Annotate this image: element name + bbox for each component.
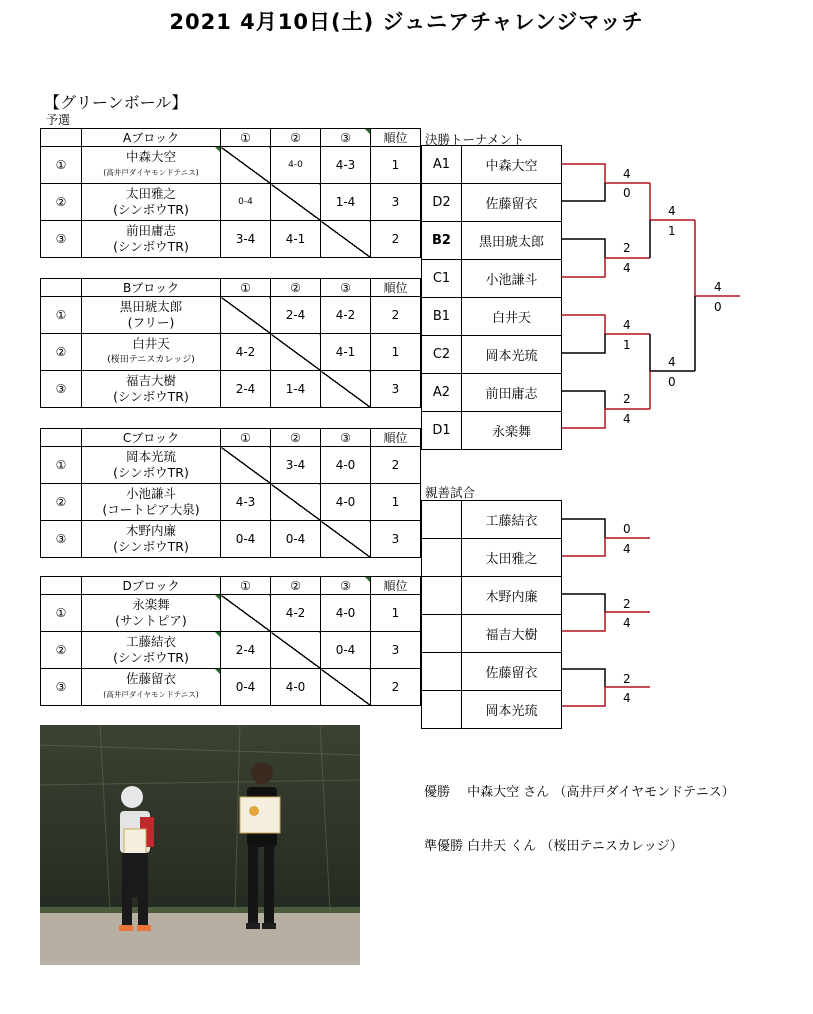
- score: 0: [714, 300, 722, 314]
- row-number: ③: [41, 371, 82, 408]
- final-tournament-label: 決勝トーナメント: [425, 132, 525, 147]
- page-title: 2021 4月10日(土) ジュニアチャレンジマッチ: [169, 10, 644, 34]
- player-club: (フリー): [127, 315, 175, 330]
- table-row: [422, 653, 562, 691]
- score-cell: 3-4: [271, 447, 321, 484]
- player-name: 白井天: [132, 336, 170, 351]
- player-name: 福吉大樹: [125, 373, 176, 388]
- player-club: (桜田テニスカレッジ): [107, 355, 195, 365]
- player-club: (高井戸ダイヤモンドテニス): [103, 690, 199, 699]
- score-cell: 4-0: [271, 147, 321, 184]
- score: 4: [623, 691, 631, 705]
- entry-name: 福吉大樹: [462, 615, 562, 653]
- entry-name: 永楽舞: [462, 412, 562, 450]
- player-name: 前田庸志: [125, 223, 176, 238]
- score-cell: 4-3: [221, 484, 271, 521]
- winner-text: 優勝 中森大空 さん （高井戸ダイヤモンドテニス）: [424, 785, 735, 800]
- col-2-header: ②: [271, 129, 321, 147]
- player-club: (コートピア大泉): [102, 502, 200, 517]
- col-3-header: ③: [321, 279, 371, 297]
- player-name: 佐藤留衣: [125, 671, 176, 686]
- table-row: [422, 501, 562, 539]
- entry-name: 小池謙斗: [462, 260, 562, 298]
- score-cell: 4-0: [271, 669, 321, 706]
- bracket-line: [561, 594, 605, 612]
- entry-name: 白井天: [462, 298, 562, 336]
- row-number: ①: [41, 147, 82, 184]
- player-club: (サントピア): [115, 613, 187, 628]
- score: 0: [623, 186, 631, 200]
- score-cell: 0-4: [271, 521, 321, 558]
- score-cell: 4-1: [271, 221, 321, 258]
- score-cell: 1-4: [271, 371, 321, 408]
- row-number: ②: [41, 334, 82, 371]
- bracket-win-line: [561, 409, 650, 428]
- table-row: [422, 577, 562, 615]
- entry-name: 工藤結衣: [462, 501, 562, 539]
- score: 2: [623, 672, 631, 686]
- score-cell: 0-4: [221, 521, 271, 558]
- table-row: [422, 691, 562, 729]
- score-cell: 3-4: [221, 221, 271, 258]
- score: 0: [623, 522, 631, 536]
- entry-name: 黒田琥太郎: [462, 222, 562, 260]
- friendly-entry-table: [421, 500, 562, 729]
- score: 4: [623, 318, 631, 332]
- entry-name: 中森大空: [462, 146, 562, 184]
- seed-cell: A1: [422, 146, 462, 184]
- rank-header: 順位: [371, 279, 421, 297]
- row-number: ①: [41, 447, 82, 484]
- row-number: ③: [41, 221, 82, 258]
- entry-name: 岡本光琉: [462, 691, 562, 729]
- seed-cell: B2: [422, 222, 462, 260]
- score: 4: [668, 355, 676, 369]
- score: 0: [668, 375, 676, 389]
- score: 1: [668, 224, 676, 238]
- entry-name: 佐藤留衣: [462, 653, 562, 691]
- score-cell: 1-4: [321, 184, 371, 221]
- winners-photo: [40, 725, 360, 965]
- table-row: [422, 615, 562, 653]
- score-cell: 2-4: [271, 297, 321, 334]
- row-number: ②: [41, 632, 82, 669]
- score-cell: 0-4: [321, 632, 371, 669]
- seed-cell: D2: [422, 184, 462, 222]
- score-cell: 4-2: [271, 595, 321, 632]
- col-1-header: ①: [221, 429, 271, 447]
- player-name: 工藤結衣: [125, 634, 176, 649]
- player-club: (シンボウTR): [113, 650, 189, 665]
- bracket-win-line: [561, 315, 650, 334]
- seed-cell: C1: [422, 260, 462, 298]
- rank-cell: 1: [371, 334, 421, 371]
- block-name: Bブロック: [82, 279, 221, 297]
- col-1-header: ①: [221, 129, 271, 147]
- col-2-header: ②: [271, 429, 321, 447]
- score: 4: [623, 542, 631, 556]
- rank-cell: 3: [371, 632, 421, 669]
- seed-cell: C2: [422, 336, 462, 374]
- seed-cell: A2: [422, 374, 462, 412]
- score-cell: 4-1: [321, 334, 371, 371]
- score-cell: 4-0: [321, 595, 371, 632]
- score: 4: [623, 616, 631, 630]
- col-1-header: ①: [221, 279, 271, 297]
- score: 2: [623, 392, 631, 406]
- player-club: (シンボウTR): [113, 465, 189, 480]
- score: 4: [623, 412, 631, 426]
- entry-name: 太田雅之: [462, 539, 562, 577]
- score: 4: [714, 280, 722, 294]
- score-cell: 4-2: [221, 334, 271, 371]
- col-2-header: ②: [271, 279, 321, 297]
- rank-cell: 2: [371, 297, 421, 334]
- player-club: (シンボウTR): [113, 389, 189, 404]
- score: 4: [623, 167, 631, 181]
- player-name: 太田雅之: [125, 186, 176, 201]
- player-club: (高井戸ダイヤモンドテニス): [103, 168, 199, 177]
- score: 2: [623, 241, 631, 255]
- row-number: ③: [41, 669, 82, 706]
- seed-cell: D1: [422, 412, 462, 450]
- entry-name: 岡本光琉: [462, 336, 562, 374]
- bracket-win-line: [561, 258, 650, 277]
- block-name: Aブロック: [82, 129, 221, 147]
- bracket-line: [561, 519, 605, 538]
- player-club: (シンボウTR): [113, 539, 189, 554]
- col-3-header: ③: [321, 429, 371, 447]
- row-number: ①: [41, 297, 82, 334]
- player-name: 永楽舞: [132, 597, 170, 612]
- rank-header: 順位: [371, 129, 421, 147]
- col-1-header: ①: [221, 577, 271, 595]
- rank-cell: 2: [371, 447, 421, 484]
- player-name: 岡本光琉: [125, 449, 176, 464]
- rank-cell: 3: [371, 521, 421, 558]
- score: 1: [623, 338, 631, 352]
- row-number: ②: [41, 184, 82, 221]
- entry-name: 佐藤留衣: [462, 184, 562, 222]
- col-3-header: ③: [321, 577, 371, 595]
- score-cell: 0-4: [221, 184, 271, 221]
- score-cell: 2-4: [221, 632, 271, 669]
- row-number: ②: [41, 484, 82, 521]
- entry-name: 前田庸志: [462, 374, 562, 412]
- block-name: Cブロック: [82, 429, 221, 447]
- player-name: 中森大空: [125, 149, 176, 164]
- score: 4: [623, 261, 631, 275]
- bracket-line: [561, 391, 605, 409]
- bracket-line: [561, 183, 605, 201]
- row-number: ①: [41, 595, 82, 632]
- bracket-line: [561, 669, 605, 687]
- bracket-win-line: [561, 164, 650, 183]
- bracket-line: [561, 239, 605, 258]
- player-name: 黒田琥太郎: [119, 299, 183, 314]
- score-cell: 4-0: [321, 484, 371, 521]
- rank-cell: 2: [371, 669, 421, 706]
- player-name: 木野内廉: [125, 523, 176, 538]
- score-cell: 2-4: [221, 371, 271, 408]
- rank-cell: 1: [371, 595, 421, 632]
- friendly-match-label: 親善試合: [425, 485, 476, 500]
- rank-header: 順位: [371, 429, 421, 447]
- col-2-header: ②: [271, 577, 321, 595]
- bracket-line: [561, 334, 605, 353]
- entry-name: 木野内廉: [462, 577, 562, 615]
- score-cell: 0-4: [221, 669, 271, 706]
- bracket-win-line: [561, 687, 650, 706]
- player-club: (シンボウTR): [113, 239, 189, 254]
- bracket-win-line: [561, 538, 650, 556]
- row-number: ③: [41, 521, 82, 558]
- block-name: Dブロック: [82, 577, 221, 595]
- runner-up-text: 準優勝 白井天 くん （桜田テニスカレッジ）: [424, 839, 683, 854]
- player-club: (シンボウTR): [113, 202, 189, 217]
- score: 4: [668, 204, 676, 218]
- seed-cell: B1: [422, 298, 462, 336]
- score: 2: [623, 597, 631, 611]
- rank-cell: 3: [371, 184, 421, 221]
- score-cell: 4-0: [321, 447, 371, 484]
- score-cell: 4-2: [321, 297, 371, 334]
- section-label: 【グリーンボール】: [44, 93, 188, 112]
- rank-header: 順位: [371, 577, 421, 595]
- player-name: 小池謙斗: [125, 486, 176, 501]
- bracket-win-line: [561, 612, 650, 631]
- rank-cell: 2: [371, 221, 421, 258]
- rank-cell: 3: [371, 371, 421, 408]
- rank-cell: 1: [371, 484, 421, 521]
- prelim-label: 予選: [46, 113, 71, 127]
- table-row: [422, 539, 562, 577]
- rank-cell: 1: [371, 147, 421, 184]
- col-3-header: ③: [321, 129, 371, 147]
- score-cell: 4-3: [321, 147, 371, 184]
